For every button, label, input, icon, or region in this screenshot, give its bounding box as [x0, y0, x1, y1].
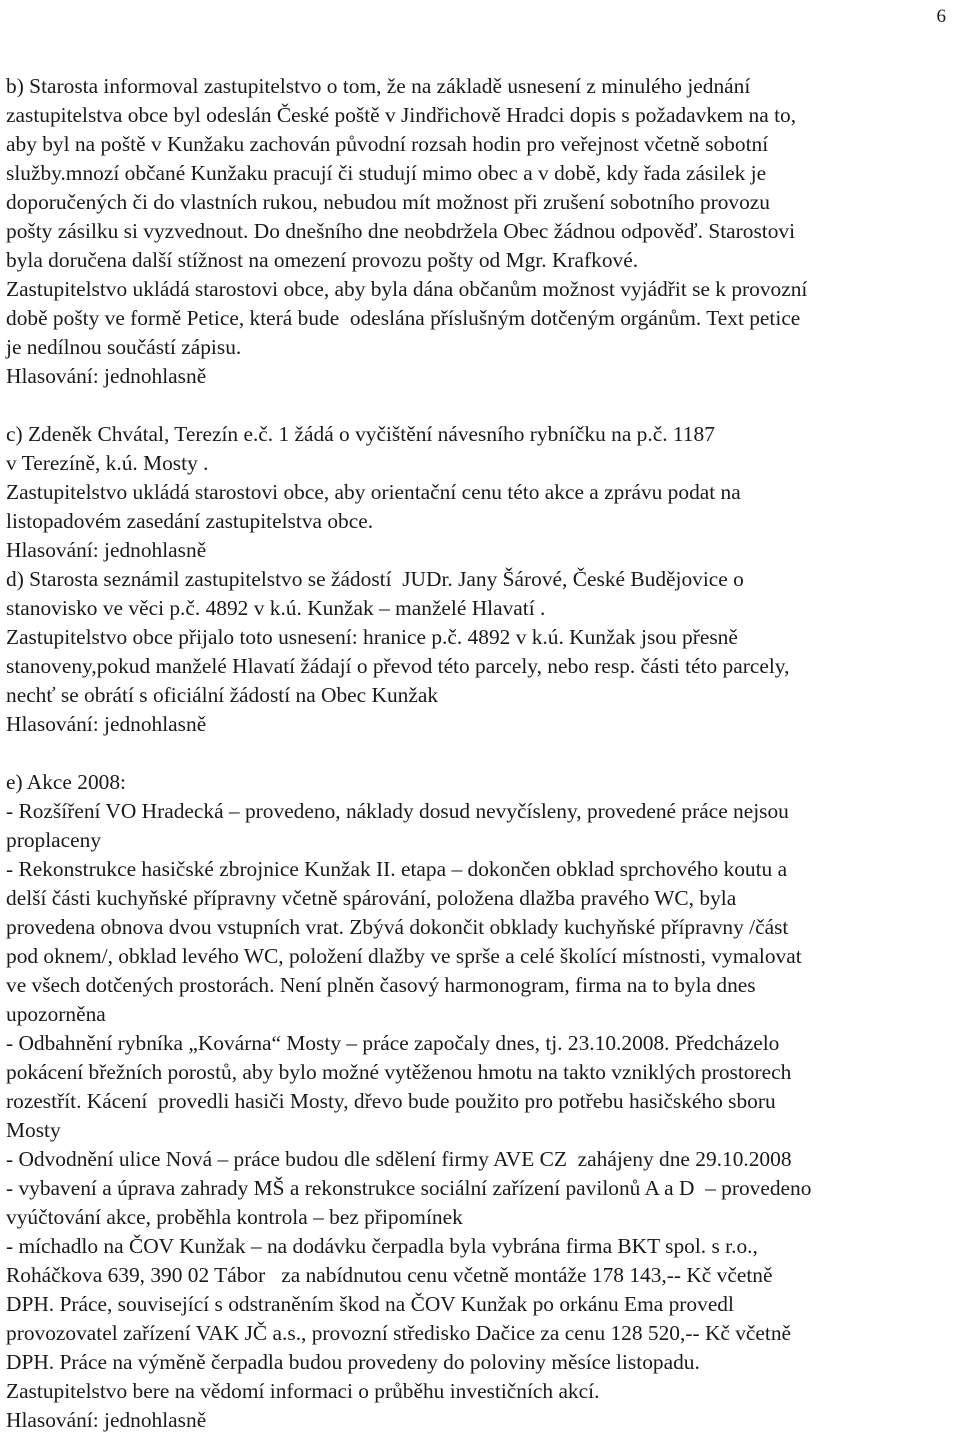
- text-line: - vybavení a úprava zahrady MŠ a rekonstrukce sociální zařízení pavilonů A a D – provedeno: [6, 1176, 812, 1200]
- text-line: služby.mnozí občané Kunžaku pracují či studují mimo obec a v době, kdy řada zásilek je: [6, 161, 767, 185]
- text-line: DPH. Práce na výměně čerpadla budou provedeny do poloviny měsíce listopadu.: [6, 1350, 700, 1374]
- vote-result: Hlasování: jednohlasně: [6, 712, 207, 736]
- text-line: stanovisko ve věci p.č. 4892 v k.ú. Kunžak – manželé Hlavatí .: [6, 596, 546, 620]
- text-line: nechť se obrátí s oficiální žádostí na Obec Kunžak: [6, 683, 439, 707]
- text-line: provozovatel zařízení VAK JČ a.s., provozní středisko Dačice za cenu 128 520,-- Kč včetně: [6, 1321, 792, 1345]
- text-line: zastupitelstva obce byl odeslán České poště v Jindřichově Hradci dopis s požadavkem na to,: [6, 103, 797, 127]
- text-line: Zastupitelstvo bere na vědomí informaci o průběhu investičních akcí.: [6, 1379, 600, 1403]
- text-line: Zastupitelstvo obce přijalo toto usnesení: hranice p.č. 4892 v k.ú. Kunžak jsou přesně: [6, 625, 738, 649]
- text-line: Zastupitelstvo ukládá starostovi obce, aby byla dána občanům možnost vyjádřit se k provozní: [6, 277, 808, 301]
- text-line: d) Starosta seznámil zastupitelstvo se žádostí JUDr. Jany Šárové, České Budějovice o: [6, 567, 744, 591]
- vote-result: Hlasování: jednohlasně: [6, 1408, 207, 1432]
- text-line: rozestřít. Kácení provedli hasiči Mosty, dřevo bude použito pro potřebu hasičského sboru: [6, 1089, 776, 1113]
- text-line: doporučených či do vlastních rukou, nebudou mít možnost při zrušení sobotního provozu: [6, 190, 770, 214]
- text-line: ve všech dotčených prostorách. Není plněn časový harmonogram, firma na to byla dnes: [6, 973, 756, 997]
- text-line: Mosty: [6, 1118, 61, 1142]
- text-line: v Terezíně, k.ú. Mosty .: [6, 451, 209, 475]
- section-e: [6, 768, 956, 1435]
- text-line: listopadovém zasedání zastupitelstva obce.: [6, 509, 374, 533]
- text-line: Roháčkova 639, 390 02 Tábor za nabídnutou cenu včetně montáže 178 143,-- Kč včetně: [6, 1263, 773, 1287]
- text-line: - Odvodnění ulice Nová – práce budou dle sdělení firmy AVE CZ zahájeny dne 29.10.2008: [6, 1147, 792, 1171]
- text-line: stanoveny,pokud manželé Hlavatí žádají o převod této parcely, nebo resp. části této parcely,: [6, 654, 790, 678]
- text-line: - míchadlo na ČOV Kunžak – na dodávku čerpadla byla vybrána firma BKT spol. s r.o.,: [6, 1234, 758, 1258]
- text-line: pod oknem/, obklad levého WC, položení dlažby ve sprše a celé školící místnosti, vymalovat: [6, 944, 802, 968]
- text-line: - Rozšíření VO Hradecká – provedeno, náklady dosud nevyčísleny, provedené práce nejsou: [6, 799, 789, 823]
- text-line: e) Akce 2008:: [6, 770, 126, 794]
- paragraph-gap: [6, 391, 956, 420]
- text-line: je nedílnou součástí zápisu.: [6, 335, 242, 359]
- text-line: DPH. Práce, související s odstraněním škod na ČOV Kunžak po orkánu Ema provedl: [6, 1292, 734, 1316]
- vote-result: Hlasování: jednohlasně: [6, 364, 207, 388]
- text-line: aby byl na poště v Kunžaku zachován původní rozsah hodin pro veřejnost včetně sobotní: [6, 132, 769, 156]
- text-line: - Odbahnění rybníka „Kovárna“ Mosty – práce započaly dnes, tj. 23.10.2008. Předcházelo: [6, 1031, 780, 1055]
- text-line: pošty zásilku si vyzvednout. Do dnešního dne neobdržela Obec žádnou odpověď. Starostovi: [6, 219, 796, 243]
- text-line: c) Zdeněk Chvátal, Terezín e.č. 1 žádá o vyčištění návesního rybníčku na p.č. 1187: [6, 422, 715, 446]
- minutes-body: [6, 72, 956, 1435]
- text-line: pokácení břežních porostů, aby bylo možné vytěženou hmotu na takto vzniklých prostorech: [6, 1060, 792, 1084]
- text-line: době pošty ve formě Petice, která bude odeslána příslušným dotčeným orgánům. Text petice: [6, 306, 801, 330]
- text-line: byla doručena další stížnost na omezení provozu pošty od Mgr. Krafkové.: [6, 248, 639, 272]
- text-line: delší části kuchyňské přípravny včetně spárování, položena dlažba pravého WC, byla: [6, 886, 737, 910]
- text-line: Zastupitelstvo ukládá starostovi obce, aby orientační cenu této akce a zprávu podat na: [6, 480, 741, 504]
- text-line: provedena obnova dvou vstupních vrat. Zbývá dokončit obklady kuchyňské přípravny /část: [6, 915, 789, 939]
- section-b: [6, 72, 956, 391]
- text-line: upozorněna: [6, 1002, 106, 1026]
- section-c: [6, 420, 956, 565]
- vote-result: Hlasování: jednohlasně: [6, 538, 207, 562]
- text-line: proplaceny: [6, 828, 102, 852]
- paragraph-gap: [6, 739, 956, 768]
- page-number: 6: [936, 6, 946, 27]
- section-d: [6, 565, 956, 739]
- text-line: b) Starosta informoval zastupitelstvo o tom, že na základě usnesení z minulého jednání: [6, 74, 751, 98]
- text-line: - Rekonstrukce hasičské zbrojnice Kunžak II. etapa – dokončen obklad sprchového koutu a: [6, 857, 788, 881]
- text-line: vyúčtování akce, proběhla kontrola – bez připomínek: [6, 1205, 463, 1229]
